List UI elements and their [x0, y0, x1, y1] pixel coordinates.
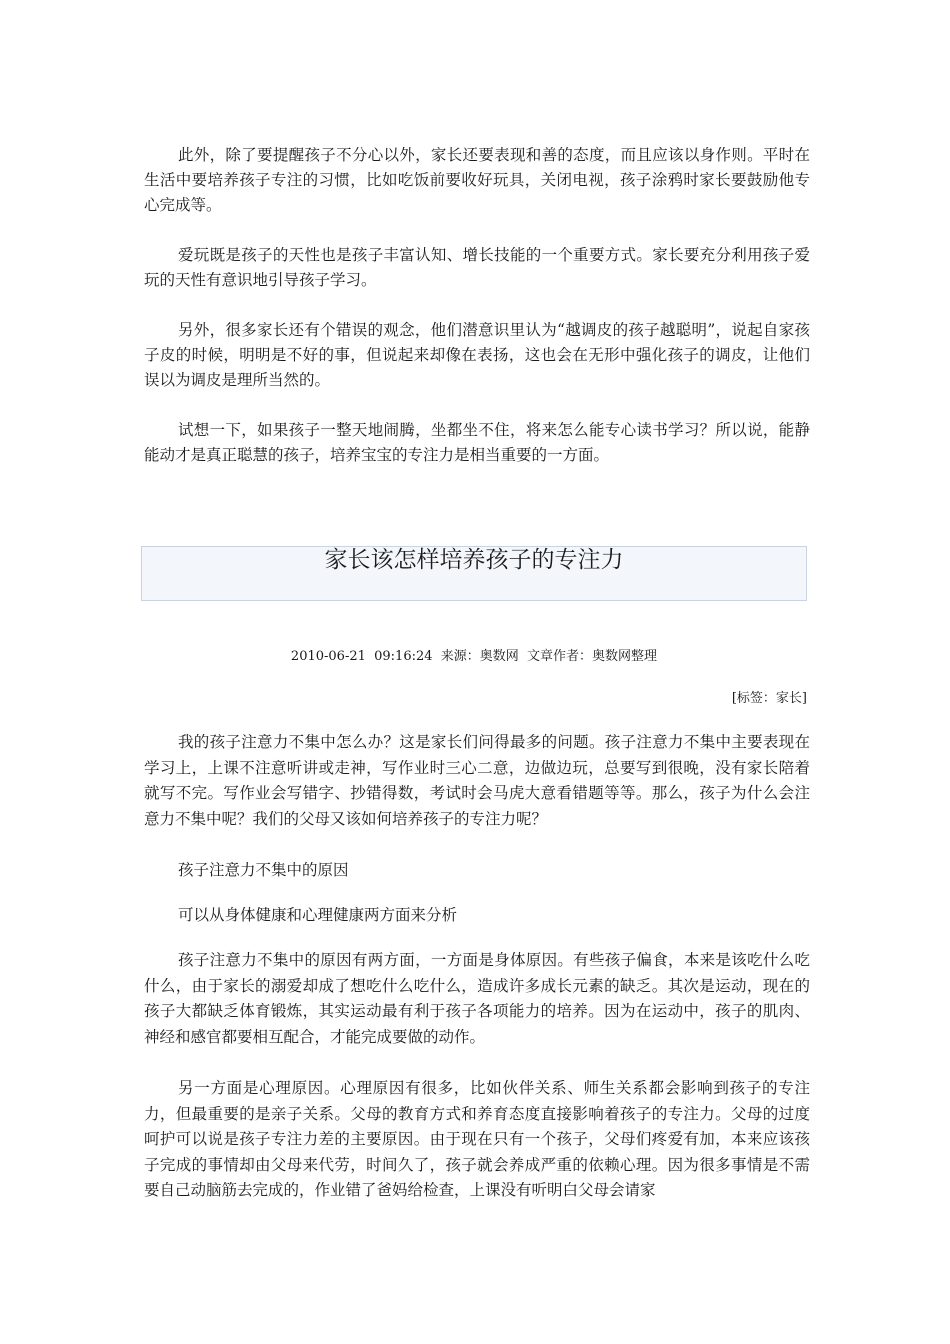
- paragraph-physical-causes: 孩子注意力不集中的原因有两方面，一方面是身体原因。有些孩子偏食，本来是该吃什么吃什么，由于家长的溺爱却成了想吃什么吃什么，造成许多成长元素的缺乏。其次是运动，现在的孩子大都缺乏体育锻炼，其实运动最有利于孩子各项能力的培养。因为在运动中，孩子的肌肉、神经和感官都要相互配合，才能完成要做的动作。: [144, 951, 810, 1046]
- paragraph-play-nature: 爱玩既是孩子的天性也是孩子丰富认知、增长技能的一个重要方式。家长要充分利用孩子爱玩的天性有意识地引导孩子学习。: [144, 246, 810, 289]
- paragraph-misconception: 另外，很多家长还有个错误的观念，他们潜意识里认为“越调皮的孩子越聪明”，说起自家孩子皮的时候，明明是不好的事，但说起来却像在表扬，这也会在无形中强化孩子的调皮，让他们误以为调皮是理所当然的。: [144, 321, 810, 389]
- article-title: 家长该怎样培养孩子的专注力: [324, 547, 624, 573]
- paragraph-conclusion: 试想一下，如果孩子一整天地闹腾，坐都坐不住，将来怎么能专心读书学习？所以说，能静能动才是真正聪慧的孩子，培养宝宝的专注力是相当重要的一方面。: [144, 421, 810, 464]
- article-meta: 2010-06-21 09:16:24 来源：奥数网 文章作者：奥数网整理: [290, 649, 658, 664]
- article-tags[interactable]: [标签：家长]: [731, 691, 807, 706]
- section-subheading-analysis: 可以从身体健康和心理健康两方面来分析: [178, 906, 458, 924]
- paragraph-psychological-causes: 另一方面是心理原因。心理原因有很多，比如伙伴关系、师生关系都会影响到孩子的专注力，但最重要的是亲子关系。父母的教育方式和养育态度直接影响着孩子的专注力。父母的过度呵护可以说是孩子专注力差的主要原因。由于现在只有一个孩子，父母们疼爱有加，本来应该孩子完成的事情却由父母来代劳，时间久了，孩子就会养成严重的依赖心理。因为很多事情是不需要自己动脑筋去完成的，作业错了爸妈给检查，上课没有听明白父母会请家: [144, 1079, 810, 1199]
- paragraph-set-example: 此外，除了要提醒孩子不分心以外，家长还要表现和善的态度，而且应该以身作则。平时在生活中要培养孩子专注的习惯，比如吃饭前要收好玩具，关闭电视，孩子涂鸦时家长要鼓励他专心完成等。: [144, 146, 810, 214]
- section-heading-causes: 孩子注意力不集中的原因: [178, 861, 349, 879]
- paragraph-intro-question: 我的孩子注意力不集中怎么办？这是家长们问得最多的问题。孩子注意力不集中主要表现在学习上，上课不注意听讲或走神，写作业时三心二意，边做边玩，总要写到很晚，没有家长陪着就写不完。写作业会写错字、抄错得数，考试时会马虎大意看错题等等。那么，孩子为什么会注意力不集中呢？我们的父母又该如何培养孩子的专注力呢？: [144, 733, 810, 828]
- article-title-box: [141, 546, 807, 601]
